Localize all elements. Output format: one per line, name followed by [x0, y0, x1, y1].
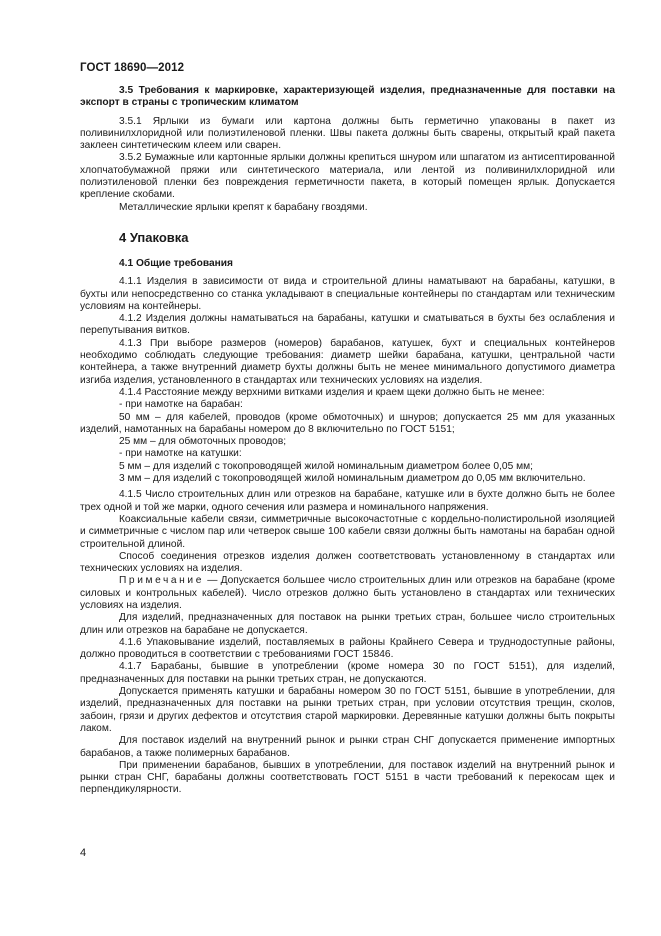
paragraph: 4.1.6 Упаковывание изделий, поставляемых в районы Крайнего Севера и труднодоступные районы, должно проводиться в соответствии с требованиями ГОСТ 15846.: [80, 636, 615, 661]
paragraph: Коаксиальные кабели связи, симметричные высокочастотные с кордельно-полистирольной изоляцией и симметричные с числом пар или четверок свыше 100 кабели связи должны быть намотаны на барабан одной строительной длиной.: [80, 513, 615, 550]
paragraph: При применении барабанов, бывших в употреблении, для поставок изделий на внутренний рынок и рынки стран СНГ, барабаны должны соответствовать ГОСТ 5151 в части требований к перекосам щек и перпендикулярности.: [80, 759, 615, 796]
paragraph: 4.1.4 Расстояние между верхними витками изделия и краем щеки должно быть не менее:: [119, 386, 545, 398]
paragraph: 4.1.1 Изделия в зависимости от вида и строительной длины наматывают на барабаны, катушки, в бухты или непосредственно со станка укладывают в специальные контейнеры по стандартам или техническим условиям на контейнеры.: [80, 276, 615, 312]
paragraph-3-5-1: 3.5.1 Ярлыки из бумаги или картона должны быть герметично упакованы в пакет из поливинилхлоридной или полиэтиленовой пленки. Швы пакета должны быть сварены, открытый край пакета заклеен синтетическим клеем или сварен.: [80, 115, 615, 152]
note-paragraph: [80, 575, 615, 612]
paragraph: 4.1.7 Барабаны, бывшие в употреблении (кроме номера 30 по ГОСТ 5151), для изделий, предназначенных для поставки на рынки третьих стран, не допускаются.: [80, 661, 615, 685]
list-item: 5 мм – для изделий с токопроводящей жилой номинальным диаметром более 0,05 мм;: [119, 460, 533, 472]
list-item: 3 мм – для изделий с токопроводящей жилой номинальным диаметром до 0,05 мм включительно.: [119, 473, 586, 485]
paragraph: 4.1.2 Изделия должны наматываться на барабаны, катушки и сматываться в бухты без ослабления и перепутывания витков.: [80, 313, 615, 337]
paragraph-3-5-2: 3.5.2 Бумажные или картонные ярлыки должны крепиться шнуром или шпагатом из антисептированной хлопчатобумажной пряжи или синтетического материала, или лентой из поливинилхлоридной или полиэтиленовой пленки без повреждения герметичности пакета, в который помещен ярлык. Допускается крепление скобами.: [80, 152, 615, 201]
document-body: [80, 85, 615, 797]
list-item: 50 мм – для кабелей, проводов (кроме обмоточных) и шнуров; допускается 25 мм для указанных изделий, намотанных на барабаны номером до 8 включительно по ГОСТ 5151;: [80, 411, 615, 435]
section-4-1-title: 4.1 Общие требования: [119, 257, 233, 269]
paragraph: Допускается применять катушки и барабаны номером 30 по ГОСТ 5151, бывшие в употреблении, для изделий, предназначенных для поставки на рынки третьих стран, при условии отсутствия трещин, сколов, забоин, грязи и других дефектов и отсутствия старой маркировки. Деревянные катушки должны быть покрыты лаком.: [80, 686, 615, 734]
section-3-5-title: 3.5 Требования к маркировке, характеризующей изделия, предназначенные для поставки на экспорт в страны с тропическим климатом: [80, 85, 615, 109]
note-label: Примечание: [119, 575, 204, 587]
paragraph: Для поставок изделий на внутренний рынок и рынки стран СНГ допускается применение импортных барабанов, а также полимерных барабанов.: [80, 735, 615, 759]
list-item: 25 мм – для обмоточных проводов;: [119, 436, 287, 448]
page-number: 4: [80, 847, 87, 859]
paragraph: Для изделий, предназначенных для поставок на рынки третьих стран, большее число строительных длин или отрезков на барабане не допускается.: [80, 612, 615, 636]
standard-header: ГОСТ 18690—2012: [80, 62, 185, 74]
paragraph: 4.1.5 Число строительных длин или отрезков на барабане, катушке или в бухте должно быть не более трех одной и той же марки, одного сечения или размера и номинального напряжения.: [80, 489, 615, 513]
paragraph: 4.1.3 При выборе размеров (номеров) барабанов, катушек, бухт и специальных контейнеров необходимо соблюдать следующие требования: диаметр шейки барабана, катушки, центральной части контейнера, а также внутренний диаметр бухты должны быть не менее минимального допустимого диаметра изгиба изделия, установленного в стандартах или технических условиях на изделия.: [80, 337, 615, 386]
section-4-title: 4 Упаковка: [119, 229, 189, 245]
list-item: - при намотке на катушки:: [119, 448, 242, 460]
paragraph-metal-tags: Металлические ярлыки крепят к барабану гвоздями.: [119, 201, 368, 213]
note-text: — Допускается большее число строительных длин или отрезков на барабане (кроме силовых и контрольных кабелей). Число отрезков должно быть установлено в стандартах или технических условиях на изделия.: [80, 575, 615, 611]
paragraph: Способ соединения отрезков изделия должен соответствовать установленному в стандартах или технических условиях на изделия.: [80, 550, 615, 575]
list-item: - при намотке на барабан:: [119, 399, 243, 411]
